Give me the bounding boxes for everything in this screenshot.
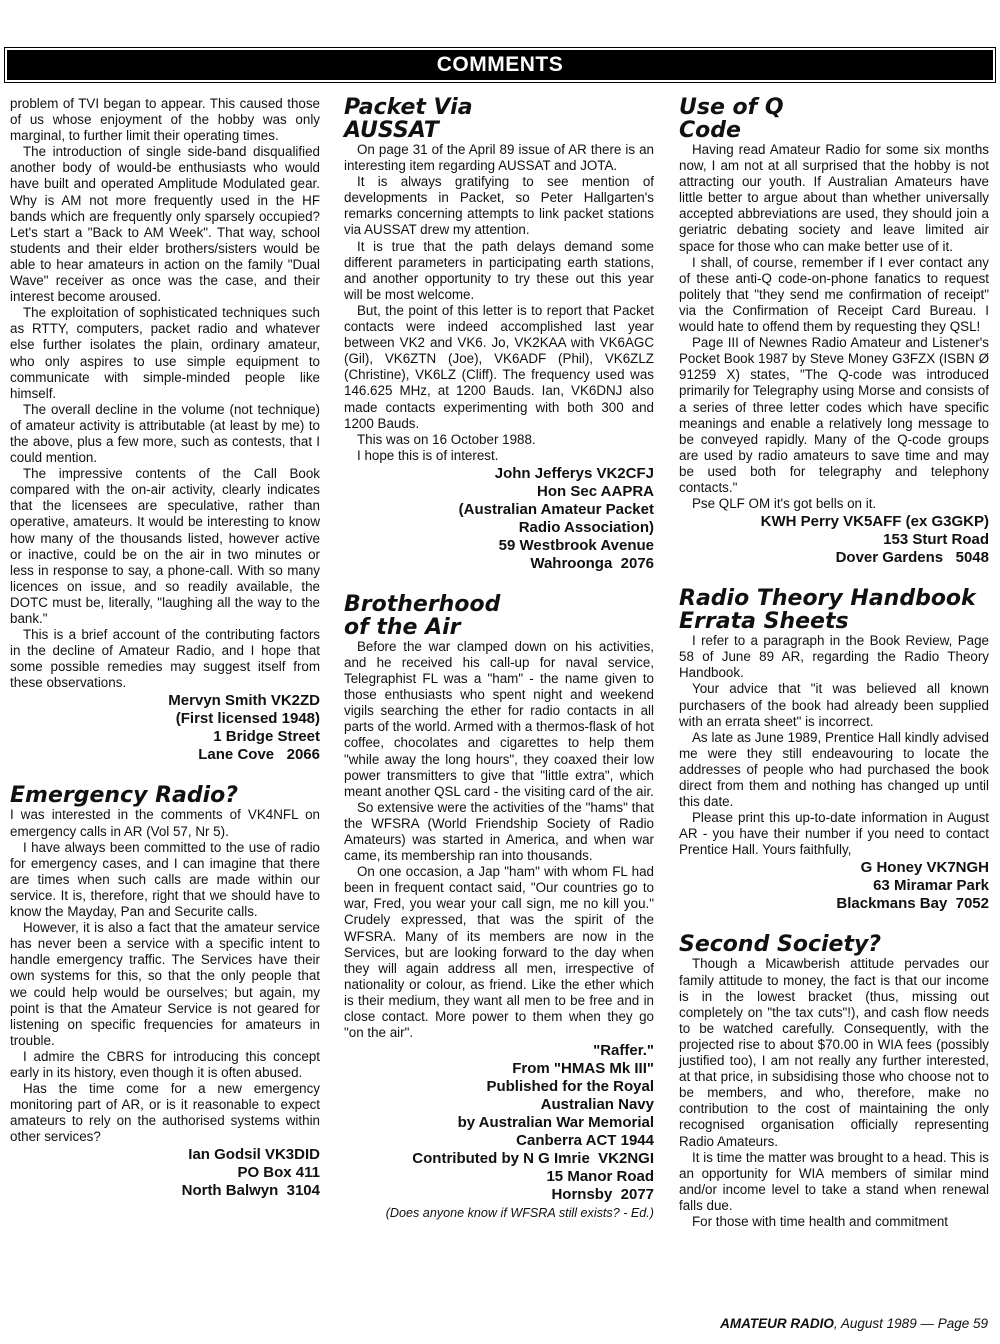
article-title-society: Second Society?: [679, 932, 882, 958]
paragraph: I hope this is of interest.: [357, 447, 499, 463]
paragraph: Has the time come for a new emergency monitoring part of AR, or is it reasonable to expect amateurs to rely on the authorised systems within other services?: [10, 1081, 320, 1145]
signature-line: Blackmans Bay 7052: [836, 895, 989, 913]
signature-line: From "HMAS Mk III": [512, 1060, 654, 1078]
signature-block: [10, 1146, 320, 1200]
column-left: [10, 96, 320, 1200]
page-footer: AMATEUR RADIO, August 1989 — Page 59: [720, 1316, 988, 1331]
signature-line: (First licensed 1948): [175, 710, 320, 728]
paragraph: Please print this up-to-date information in August AR - you have their number if you need to contact Prentice Hall. Yours faithfully,: [679, 810, 989, 858]
paragraph: I was interested in the comments of VK4NFL on emergency calls in AR (Vol 57, Nr 5).: [10, 807, 320, 839]
signature-line: Radio Association): [518, 518, 654, 536]
signature-line: Hon Sec AAPRA: [537, 482, 654, 500]
paragraph: Before the war clamped down on his activities, and he received his call-up for naval service, Telegraphist FL was a "ham" - the name given to those enthusiasts who spent night and weekend vigils searching the ether for radio contacts in all parts of the world. Armed with a thermos-flask of hot coffee, chocolates and cigarettes to help them "while away the long hours", they coaxed their low power transmitters to give that "little extra", which meant another QSL card - the visiting card of the air.: [344, 638, 654, 799]
paragraph: As late as June 1989, Prentice Hall kindly advised me were they still endeavouring to locate the addresses of people who had purchased the book direct from them and nothing has changed up until this date.: [679, 729, 989, 810]
article-title-errata: [679, 587, 989, 633]
signature-line: Wahroonga 2076: [530, 554, 654, 572]
paragraph: But, the point of this letter is to report that Packet contacts were indeed accomplished last year between VK2 and VK6. Jo, VK2KAA with VK6AGC (Gil), VK6ZTN (Joe), VK6ADF (Phil), VK6ZLZ (Christine), VK6LZ (Cliff). The frequency used was 146.625 MHz, at 1200 Bauds. Ian, VK6DNJ also made contacts experimenting with both 300 and 1200 Bauds.: [344, 302, 654, 431]
signature-line: Dover Gardens 5048: [835, 549, 989, 567]
title-line: Radio Theory Handbook: [679, 586, 976, 612]
section-banner: COMMENTS: [7, 50, 993, 80]
emergency-article-body: [10, 807, 320, 1145]
paragraph: On one occasion, a Jap "ham" with whom FL had been in frequent contact said, "Our countries go to war, Fred, you wear your call sign, me no kill you." Crudely expressed, that was the spirit of the WFSRA. Many of its members are now in the Services, but are looking forward to the day when they will again address all men, irrespective of nationality or colour, as friend. Like the ether which is their medium, they want all men to be free and in close contact. More power to them when they go "on the air".: [344, 864, 654, 1041]
paragraph: It is true that the path delays demand some different parameters in participating earth stations, and another opportunity to try these out this year will be most welcome.: [344, 238, 654, 302]
signature-line: 15 Manor Road: [546, 1168, 654, 1186]
brotherhood-article-body: [344, 639, 654, 1041]
paragraph: This is a brief account of the contributing factors in the decline of Amateur Radio, and I hope that some possible remedies may suggest itself from these observations.: [10, 627, 320, 691]
tvi-article-body: [10, 96, 320, 691]
errata-article-body: [679, 633, 989, 858]
qcode-article-body: [679, 142, 989, 512]
signature-line: Ian Godsil VK3DID: [188, 1146, 320, 1164]
paragraph: The exploitation of sophisticated techniques such as RTTY, computers, packet radio and whatever else further isolates the plain, ordinary amateur, who only aspires to use simple equipment to communicate with simple-minded people like himself.: [10, 305, 320, 401]
title-line: Errata Sheets: [679, 609, 849, 635]
signature-line: by Australian War Memorial: [457, 1114, 654, 1132]
paragraph: However, it is also a fact that the amateur service has never been a service with a specific intent to handle emergency traffic. The Services have their own systems for this, so that the only people that we could help would be ourselves; but again, my point is that the Amateur Service is not geared for listening on specific frequencies for amateurs in trouble.: [10, 920, 320, 1048]
article-title-qcode: [679, 96, 989, 142]
paragraph: I refer to a paragraph in the Book Review, Page 58 of June 89 AR, regarding the Radio Theory Handbook.: [679, 633, 989, 681]
title-line: AUSSAT: [344, 118, 439, 143]
title-line: Code: [679, 118, 741, 143]
title-line: Brotherhood: [344, 591, 501, 617]
article-title-packet: [344, 96, 654, 142]
title-line: of the Air: [344, 614, 461, 640]
signature-line: 63 Miramar Park: [873, 877, 989, 895]
paragraph: On page 31 of the April 89 issue of AR there is an interesting item regarding AUSSAT and JOTA.: [344, 142, 654, 174]
paragraph: So extensive were the activities of the "hams" that the WFSRA (World Friendship Society of Radio Amateurs) was started in America, and when war came, its membership ran into thousands.: [344, 799, 654, 864]
paragraph: The overall decline in the volume (not technique) of amateur activity is attributable (at least by me) to the above, plus a few more, such as contests, that I could mention.: [10, 401, 320, 466]
signature-line: Mervyn Smith VK2ZD: [168, 692, 320, 710]
signature-line: "Raffer.": [593, 1042, 654, 1060]
paragraph: It is always gratifying to see mention of developments in Packet, so Peter Hallgarten's remarks concerning attempts to link packet stations via AUSSAT drew my attention.: [344, 174, 654, 238]
title-line: Use of Q: [679, 95, 784, 120]
paragraph: I admire the CBRS for introducing this concept early in its history, even though it is often abused.: [10, 1048, 320, 1080]
signature-line: PO Box 411: [237, 1164, 320, 1182]
magazine-name: AMATEUR RADIO: [720, 1316, 834, 1331]
article-title-brotherhood: [344, 593, 654, 639]
paragraph: The introduction of single side-band disqualified another body of would-be enthusiasts who would have built and operated Amplitude Modulated gear. Why is AM not more frequently used in the HF bands which are frequently only sparsely occupied? Let's start a "Back to AM Week". That way, school students and their elder brothers/sisters would be able to hear amateurs in action on the family "Dual Wave" receiver as once was the case, and their interest become aroused.: [10, 144, 320, 305]
signature-block: [679, 513, 989, 567]
paragraph: Your advice that "it was believed all known purchasers of the book had already been supplied with an errata sheet" is incorrect.: [679, 681, 989, 729]
paragraph: This was on 16 October 1988.: [357, 431, 536, 447]
signature-line: Canberra ACT 1944: [516, 1132, 654, 1150]
signature-line: 1 Bridge Street: [213, 728, 320, 746]
column-middle: [344, 96, 654, 1221]
issue-and-page: August 1989 — Page 59: [840, 1316, 988, 1331]
signature-block: [679, 859, 989, 913]
paragraph: I have always been committed to the use of radio for emergency cases, and I can imagine that there are times when such calls are made within our service. It is, therefore, right that we should have to know the Mayday, Pan and Securite calls.: [10, 839, 320, 920]
paragraph: The impressive contents of the Call Book compared with the on-air activity, clearly indicates that the licensees are speculative, rather than operative, amateurs. It would be interesting to know how many of the thousands listed, however active or inactive, could be on the air in two minutes or less in response to say, a phone-call. With so many licences on issue, and so readily available, the DOTC must be, literally, "laughing all the way to the bank.": [10, 466, 320, 626]
article-title-emergency: Emergency Radio?: [10, 783, 239, 809]
signature-line: John Jefferys VK2CFJ: [494, 464, 654, 482]
signature-line: 153 Sturt Road: [883, 531, 989, 549]
signature-block: [10, 692, 320, 764]
society-article-body: [679, 956, 989, 1230]
signature-line: Australian Navy: [540, 1096, 654, 1114]
paragraph: Page III of Newnes Radio Amateur and Listener's Pocket Book 1987 by Steve Money G3FZX (ISBN Ø 91259 X) states, "The Q-code was introduced primarily for Telegraphy using Morse and consists of a series of three letter codes which have specific meanings and enable a relatively long message to be conveyed rapidly. Many of the Q-code groups are used by radio amateurs to save time and may be used both for telegraphy and telephony contacts.": [679, 335, 989, 495]
signature-line: Hornsby 2077: [551, 1186, 654, 1204]
paragraph: I shall, of course, remember if I ever contact any of these anti-Q code-on-phone fanatics to request politely that "they send me confirmation of receipt" via the Confirmation of Receipt Card Bureau. I would hate to offend them by requesting they QSL!: [679, 254, 989, 335]
paragraph: Though a Micawberish attitude pervades our family attitude to money, the fact is that our income is in the lowest bracket (thus, missing out completely on "the tax cuts"!), and cash flow needs to be watched carefully. Consequently, with the projected rise to about $70.00 in WIA fees (possibly justified too), I am not really any further interested, at that price, in subsidising those who choose not to be members, and who, therefore, make no contribution to the cost of maintaining the only recognised organisation officially representing Radio Amateurs.: [679, 956, 989, 1149]
signature-line: G Honey VK7NGH: [860, 859, 989, 877]
signature-line: Contributed by N G Imrie VK2NGI: [412, 1150, 654, 1168]
signature-line: KWH Perry VK5AFF (ex G3GKP): [760, 513, 989, 531]
signature-line: (Australian Amateur Packet: [458, 500, 654, 518]
signature-line: North Balwyn 3104: [181, 1182, 320, 1200]
editor-note: (Does anyone know if WFSRA still exists? - Ed.): [385, 1206, 654, 1221]
paragraph: Pse QLF OM it's got bells on it.: [692, 496, 877, 512]
paragraph: problem of TVI began to appear. This caused those of us whose enjoyment of the hobby was only marginal, to further limit their operating times.: [10, 96, 320, 144]
paragraph: It is time the matter was brought to a head. This is an opportunity for WIA members of similar mind and/or income level to take a stand when renewal falls due.: [679, 1149, 989, 1213]
signature-line: Lane Cove 2066: [198, 746, 320, 764]
signature-block: [344, 465, 654, 573]
title-line: Packet Via: [344, 95, 473, 120]
signature-line: Published for the Royal: [486, 1078, 654, 1096]
paragraph: For those with time health and commitment: [692, 1213, 949, 1229]
signature-block: [344, 1042, 654, 1204]
packet-article-body: [344, 142, 654, 464]
column-right: [679, 96, 989, 1230]
signature-line: 59 Westbrook Avenue: [498, 536, 654, 554]
paragraph: Having read Amateur Radio for some six months now, I am not at all surprised that the hobby is not attracting our youth. If Australian Amateurs have little better to argue about than whether universally accepted abbreviations are used, they should join a geriatric debating society and leave limited air space for those who can make better use of it.: [679, 142, 989, 254]
